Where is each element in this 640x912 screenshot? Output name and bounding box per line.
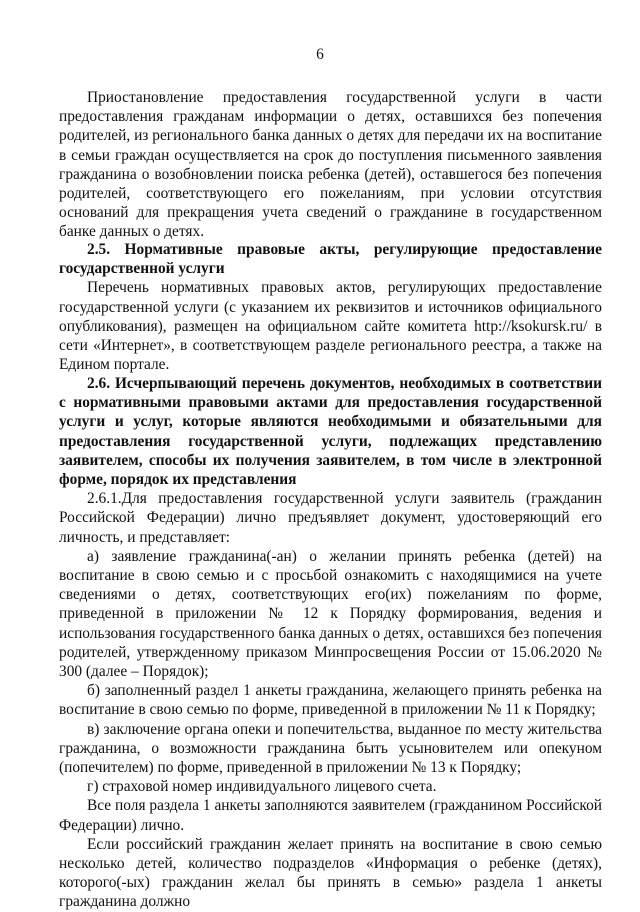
page-number: 6 bbox=[316, 46, 324, 63]
item-b: б) заполненный раздел 1 анкеты гражданина, желающего принять ребенка на воспитание в свою семью по форме, приведенной в приложении № 11 к Порядку; bbox=[59, 682, 602, 719]
section-2-6-1-text: 2.6.1.Для предоставления государственной услуги заявитель (гражданин Российской Федерации) лично предъявляет документ, удостоверяющий его личность, и представляет: bbox=[59, 490, 602, 546]
section-2-5-heading: 2.5. Нормативные правовые акты, регулирующие предоставление государственной услуги bbox=[59, 241, 602, 278]
item-g: г) страховой номер индивидуального лицевого счета. bbox=[87, 778, 437, 796]
item-v: в) заключение органа опеки и попечительства, выданное по месту жительства гражданина, о возможности гражданина быть усыновителем или опекуном (попечителем) по форме, приведенной в приложении № 13 к Порядку; bbox=[59, 720, 602, 777]
section-2-5 bbox=[59, 240, 602, 374]
item-a: а) заявление гражданина(-ан) о желании принять ребенка (детей) на воспитание в свою семью и с просьбой ознакомить с находящимися на учете сведениями о детях, соответствующих его(их) пожеланиям по форме, приведенной в приложении № 12 к Порядку формирования, ведения и использования государственного банка данных о детях, оставшихся без попечения родителей, утвержденному приказом Минпросвещения России от 15.06.2020 № 300 (далее – Порядок); bbox=[59, 547, 602, 681]
paragraph-all-fields: Все поля раздела 1 анкеты заполняются заявителем (гражданином Российской Федерации) лично. bbox=[59, 797, 602, 834]
section-2-6-heading: 2.6. Исчерпывающий перечень документов, необходимых в соответствии с нормативными правовыми актами для предоставления государственной услуги и услуг, которые являются необходимыми и обязательными для предоставления государственной услуги, подлежащих представлению заявителем, способы их получения заявителем, в том числе в электронной форме, порядок их представления bbox=[59, 375, 602, 489]
section-2-5-text: Перечень нормативных правовых актов, регулирующих предоставление государственной услуги (с указанием их реквизитов и источников официального опубликования), размещен на официальном сайте комитета http://ksokursk.ru/ в сети «Интернет», в соответствующем разделе регионального реестра, а также на Едином портале. bbox=[59, 279, 602, 374]
section-2-6 bbox=[59, 374, 602, 912]
paragraph-suspension-text: Приостановление предоставления государственной услуги в части предоставления гражданам информации о детях, оставшихся без попечения родителей, из регионального банка данных о детях для передачи их на воспитание в семьи граждан осуществляется на срок до поступления письменного заявления гражданина о возобновлении поиска ребенка (детей), оставшегося без попечения родителей, соответствующего его пожеланиям, при условии отсутствия оснований для прекращения учета сведений о гражданине в государственном банке данных о детях. bbox=[59, 89, 602, 241]
paragraph-suspension bbox=[59, 88, 602, 242]
paragraph-several-children: Если российский гражданин желает принять на воспитание в свою семью несколько детей, количество подразделов «Информация о ребенке (детях), которого(-ых) гражданин желал бы принять в семью» раздела 1 анкеты гражданина должно bbox=[59, 835, 602, 911]
